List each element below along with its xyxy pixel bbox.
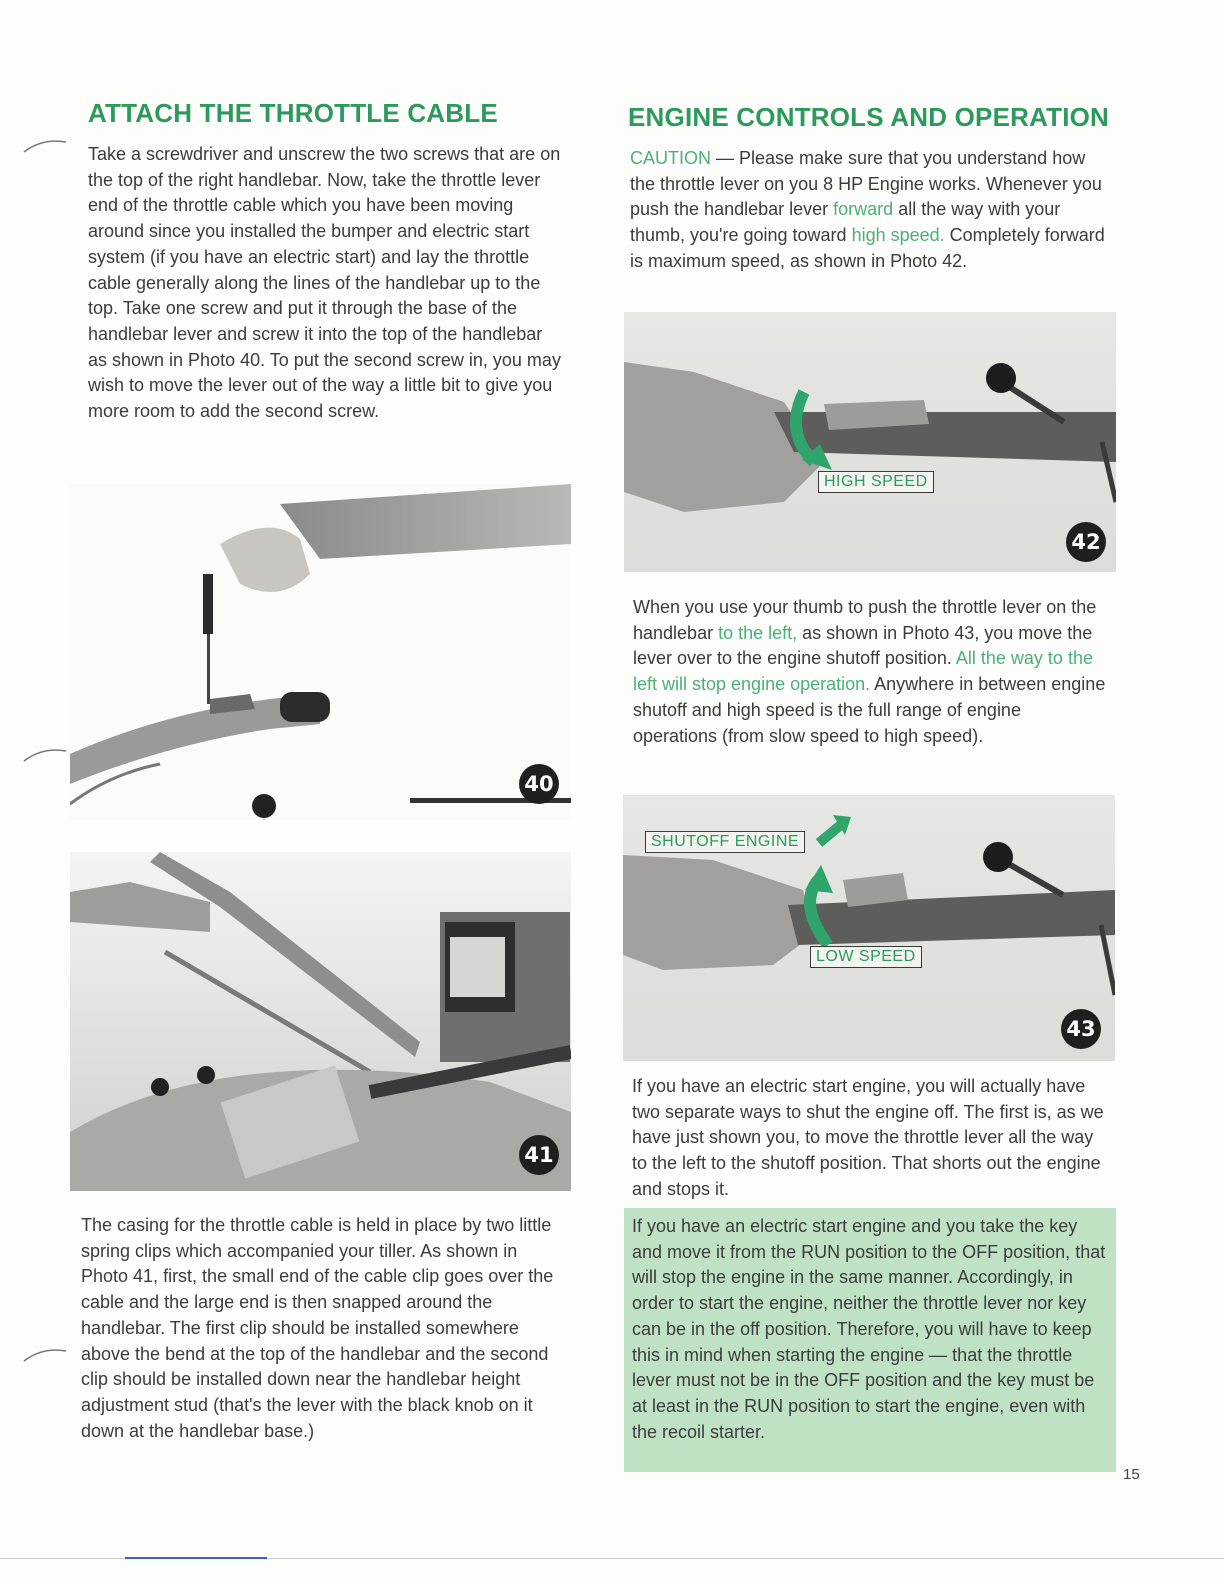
throttle-to-the-left: to the left, [718, 622, 798, 643]
photo-43-low-speed-label: LOW SPEED [810, 946, 922, 968]
photo-40 [70, 484, 571, 820]
left-outro-paragraph: The casing for the throttle cable is held in place by two little spring clips which accompanied your tiller. As shown in Photo 41, first, the small end of the cable clip goes over the cable and the large end is then snapped around the handlebar. The first clip should be installed somewhere above the bend at the top of the handlebar and the second clip should be installed down near the handlebar height adjustment stud (that's the lever with the black knob on it down at the handlebar base.) [81, 1215, 554, 1441]
page-number: 15 [1123, 1466, 1140, 1483]
throttle-text-3: Anywhere in between engine shutoff and high speed is the full range of engine operations (from slow speed to high speed). [633, 674, 1106, 746]
photo-42 [624, 312, 1116, 572]
photo-40-badge: 40 [519, 764, 559, 804]
photo-41-badge: 41 [519, 1135, 559, 1175]
binder-mark-3 [22, 1345, 72, 1365]
left-section-title: ATTACH THE THROTTLE CABLE [88, 98, 498, 128]
throttle-text-1: When you use your thumb to push the throttle lever on the handlebar [633, 597, 1097, 643]
photo-41-illustration [70, 852, 571, 1191]
caution-forward: forward [833, 199, 894, 220]
caution-label: CAUTION [630, 148, 711, 168]
photo-43-shutoff-label: SHUTOFF ENGINE [645, 831, 805, 853]
photo-43-badge: 43 [1061, 1009, 1101, 1049]
throttle-stop-note: All the way to the left will stop engine operation. [633, 648, 1093, 695]
caution-text-2: all the way with your thumb, you're going toward [630, 199, 1061, 246]
caution-text-3: Completely forward is maximum speed, as shown in Photo 42. [630, 225, 1105, 271]
binder-mark-2 [22, 745, 72, 765]
bottom-blue-mark [125, 1557, 267, 1559]
photo-42-high-speed-label: HIGH SPEED [818, 471, 934, 493]
left-intro-paragraph: Take a screwdriver and unscrew the two screws that are on the top of the right handlebar. Now, take the throttle lever end of the throttle cable which you have been moving around since you installed the bumper and electric start system (if you have an electric start) and lay the throttle cable generally along the lines of the handlebar up to the top. Take one screw and put it through the base of the handlebar lever and screw it into the top of the handlebar as shown in Photo 40. To put the second screw in, you may wish to move the lever out of the way a little bit to give you more room to add the second screw. [88, 144, 561, 422]
throttle-left-paragraph [633, 595, 1109, 749]
photo-43 [623, 795, 1115, 1061]
caution-paragraph [630, 146, 1106, 275]
binder-mark-1 [22, 136, 72, 156]
caution-text-1: — Please make sure that you understand how the throttle lever on you 8 HP Engine works. Whenever you push the handlebar lever [630, 148, 1102, 220]
photo-41 [70, 852, 571, 1191]
right-section-title: ENGINE CONTROLS AND OPERATION [628, 102, 1110, 132]
caution-high-speed: high speed. [851, 225, 945, 246]
photo-42-illustration [624, 312, 1116, 572]
photo-42-badge: 42 [1066, 522, 1106, 562]
photo-40-illustration [70, 484, 571, 820]
throttle-text-2: as shown in Photo 43, you move the lever over to the engine shutoff position. [633, 622, 1093, 669]
electric-start-note-box [624, 1208, 1116, 1472]
electric-start-note-text: If you have an electric start engine and you take the key and move it from the RUN position to the OFF position, that will stop the engine in the same manner. Accordingly, in order to start the engine, neither the throttle lever nor key can be in the off position. Therefore, you will have to keep this in mind when starting the engine — that the throttle lever must not be in the OFF position and the key must be at least in the RUN position to start the engine, even with the recoil starter. [632, 1216, 1106, 1442]
electric-start-paragraph: If you have an electric start engine, you will actually have two separate ways to shut the engine off. The first is, as we have just shown you, to move the throttle lever all the way to the left to the shutoff position. That shorts out the engine and stops it. [632, 1076, 1104, 1199]
